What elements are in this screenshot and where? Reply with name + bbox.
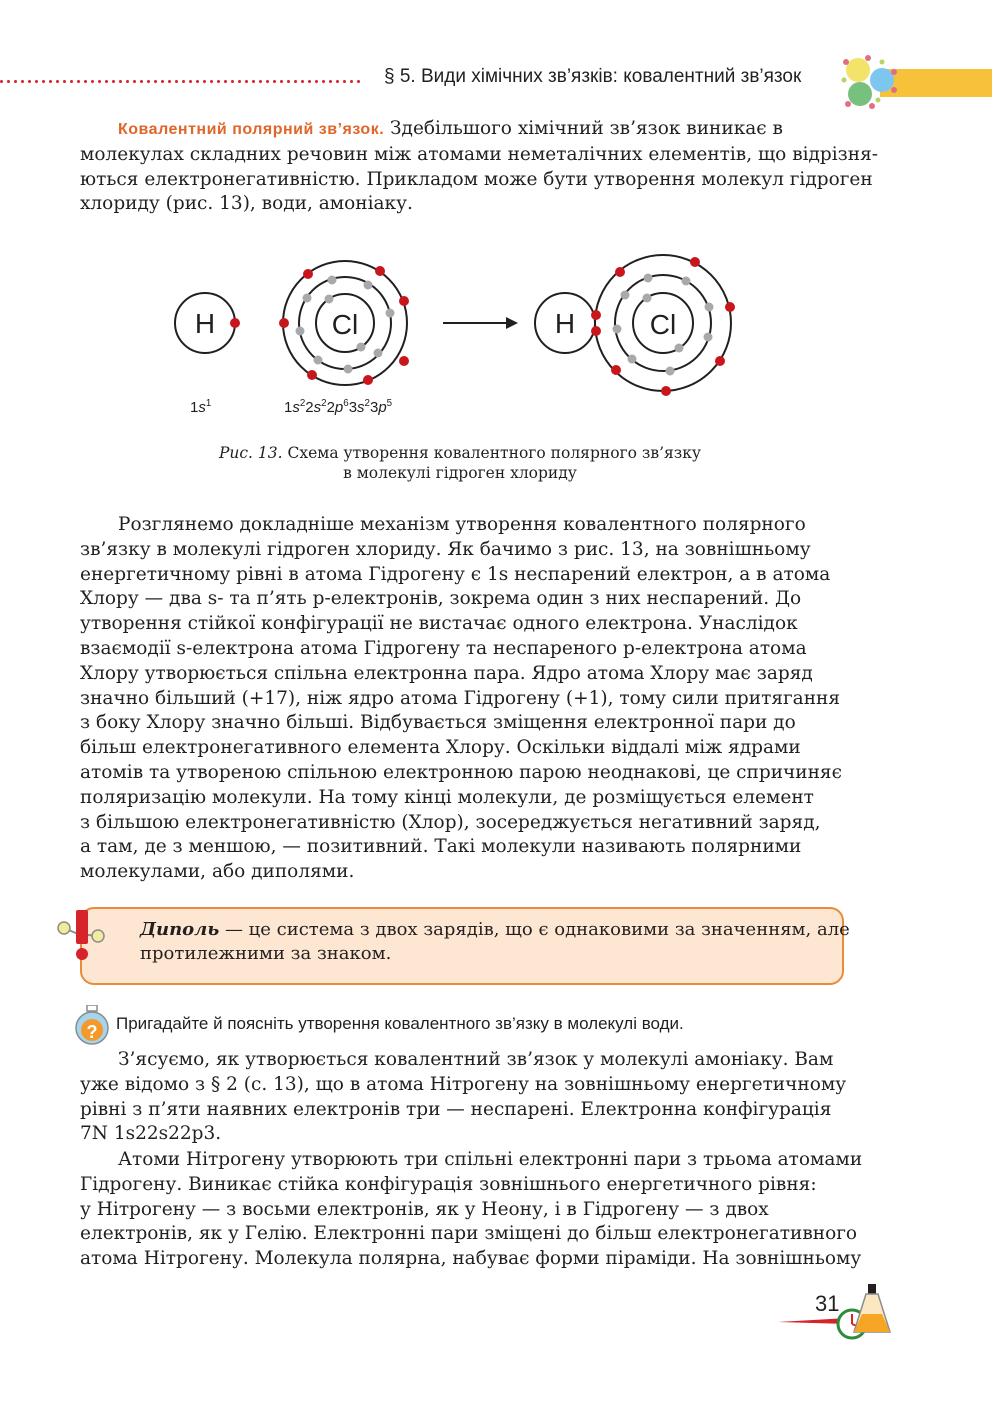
header-dot bbox=[154, 80, 157, 83]
header-dot bbox=[357, 80, 360, 83]
header-dot bbox=[231, 80, 234, 83]
body-paragraph-2 bbox=[80, 1048, 845, 1147]
body-line: атомів та утвореною спільною електронною парою неоднакові, це спричиняє bbox=[80, 761, 842, 783]
header-dot bbox=[238, 80, 241, 83]
header-dot bbox=[273, 80, 276, 83]
intro-line: молекулах складних речовин між атомами неметалічних елементів, що відрізня- bbox=[80, 143, 879, 165]
h-symbol-left: H bbox=[194, 308, 216, 339]
intro-line: Здебільшого хімічний зв’язок виникає в bbox=[390, 118, 783, 139]
body-line: утворення стійкої конфігурації не вистачає одного електрона. Унаслідок bbox=[80, 613, 798, 635]
body-line: поляризацію молекули. На тому кінці молекули, де розміщується елемент bbox=[80, 786, 814, 808]
body-line: рівні з п’яти наявних електронів три — неспарені. Електронна конфігурація bbox=[80, 1098, 832, 1120]
header-dot bbox=[56, 80, 59, 83]
header-dot bbox=[315, 80, 318, 83]
header-dot bbox=[168, 80, 171, 83]
svg-text:?: ? bbox=[86, 1022, 98, 1042]
header-dot bbox=[308, 80, 311, 83]
body-line: уже відомо з § 2 (с. 13), що в атома Нітрогену на зовнішньому енергетичному bbox=[80, 1073, 847, 1095]
body-line: зв’язку в молекулі гідроген хлориду. Як бачимо з рис. 13, на зовнішньому bbox=[80, 538, 811, 560]
header-dot bbox=[126, 80, 129, 83]
body-line: З’ясуємо, як утворюється ковалентний зв’язок у молекулі амоніаку. Вам bbox=[118, 1049, 834, 1070]
header-dot bbox=[245, 80, 248, 83]
header-dot bbox=[147, 80, 150, 83]
header-dot bbox=[14, 80, 17, 83]
header-dot bbox=[105, 80, 108, 83]
question-flask-icon bbox=[74, 1005, 110, 1045]
header-dot bbox=[28, 80, 31, 83]
header-dot bbox=[203, 80, 206, 83]
header-dot bbox=[70, 80, 73, 83]
body-paragraph-1 bbox=[80, 513, 845, 885]
header-dot bbox=[266, 80, 269, 83]
body-line: 7N 1s22s22p3. bbox=[80, 1123, 222, 1145]
header-dot bbox=[49, 80, 52, 83]
chapter-title: § 5. Види хімічних зв’язків: ковалентний зв’язок bbox=[384, 66, 802, 87]
chlorine-atom-left bbox=[279, 261, 409, 385]
header-dot bbox=[7, 80, 10, 83]
chlorine-atom-right bbox=[591, 255, 735, 396]
body-line: з боку Хлору значно більші. Відбувається зміщення електронної пари до bbox=[80, 712, 796, 734]
definition-text bbox=[140, 918, 850, 966]
header-dot bbox=[84, 80, 87, 83]
body-line: Атоми Нітрогену утворюють три спільні електронні пари з трьома атомами bbox=[118, 1149, 863, 1170]
header-dot bbox=[322, 80, 325, 83]
header-dotted-rule bbox=[0, 80, 370, 84]
body-line: Хлору — два s- та п’ять p-електронів, зокрема один з них неспарений. До bbox=[80, 588, 802, 610]
h-symbol-right: H bbox=[554, 308, 576, 339]
header-dot bbox=[161, 80, 164, 83]
header-dot bbox=[343, 80, 346, 83]
caption-line: в молекулі гідроген хлориду bbox=[343, 464, 577, 482]
section-heading: Ковалентний полярний зв’язок. bbox=[118, 121, 385, 138]
header-dot bbox=[259, 80, 262, 83]
body-line: молекулами, або диполями. bbox=[80, 861, 355, 883]
body-line: енергетичному рівні в атома Гідрогену є 1s неспарений електрон, а в атома bbox=[80, 563, 831, 585]
exclamation-icon bbox=[54, 908, 114, 968]
header-dot bbox=[21, 80, 24, 83]
caption-line: Схема утворення ковалентного полярного зв’язку bbox=[287, 444, 702, 462]
body-line: у Нітрогену — з восьми електронів, як у Неону, і в Гідрогену — з двох bbox=[80, 1198, 769, 1220]
body-line: Розглянемо докладніше механізм утворення ковалентного полярного bbox=[118, 514, 806, 535]
header-dot bbox=[119, 80, 122, 83]
header-dot bbox=[112, 80, 115, 83]
header-dot bbox=[189, 80, 192, 83]
task-text: Пригадайте й поясніть утворення ковалентного зв’язку в молекулі води. bbox=[116, 1014, 684, 1033]
header-dot bbox=[336, 80, 339, 83]
header-dot bbox=[294, 80, 297, 83]
molecule-logo-icon bbox=[838, 50, 902, 114]
hydrogen-atom-right bbox=[535, 293, 595, 353]
header-dot bbox=[140, 80, 143, 83]
cl-symbol-right: Cl bbox=[649, 309, 677, 340]
hydrogen-atom-left bbox=[175, 293, 240, 353]
header-dot bbox=[175, 80, 178, 83]
header-dot bbox=[252, 80, 255, 83]
body-line: Гідрогену. Виникає стійка конфігурація зовнішнього енергетичного рівня: bbox=[80, 1173, 817, 1195]
body-line: більш електронегативного елемента Хлору. Оскільки віддалі між ядрами bbox=[80, 737, 801, 759]
header-dot bbox=[35, 80, 38, 83]
header-dot bbox=[0, 80, 3, 83]
intro-paragraph bbox=[80, 117, 879, 217]
body-line: електронів, як у Гелію. Електронні пари зміщені до більш електронегативного bbox=[80, 1223, 858, 1245]
page-number: 31 bbox=[815, 1291, 840, 1316]
header-dot bbox=[210, 80, 213, 83]
body-line: з більшою електронегативністю (Хлор), зосереджується негативний заряд, bbox=[80, 811, 821, 833]
body-line: а там, де з меншою, — позитивний. Такі молекули називають полярними bbox=[80, 836, 802, 858]
header-dot bbox=[91, 80, 94, 83]
body-line: Хлору утворюється спільна електронна пара. Ядро атома Хлору має заряд bbox=[80, 662, 813, 684]
header-dot bbox=[301, 80, 304, 83]
header-dot bbox=[196, 80, 199, 83]
header-dot bbox=[98, 80, 101, 83]
body-line: атома Нітрогену. Молекула полярна, набуває форми піраміди. На зовнішньому bbox=[80, 1248, 862, 1270]
header-dot bbox=[287, 80, 290, 83]
definition-term: Диполь bbox=[140, 919, 220, 940]
header-dot bbox=[63, 80, 66, 83]
header-dot bbox=[217, 80, 220, 83]
body-paragraph-3 bbox=[80, 1148, 863, 1272]
reaction-arrow-icon bbox=[443, 317, 518, 329]
body-line: значно більший (+17), ніж ядро атома Гідрогену (+1), тому сили притягання bbox=[80, 687, 841, 709]
cl-symbol-left: Cl bbox=[331, 309, 359, 340]
header-dot bbox=[224, 80, 227, 83]
body-line: взаємодії s-електрона атома Гідрогену та неспареного p-електрона атома bbox=[80, 637, 807, 659]
intro-line: хлориду (рис. 13), води, амоніаку. bbox=[80, 193, 413, 215]
figure-caption bbox=[160, 443, 760, 483]
cl-electron-config: $1s^22s^22p^63s^23p^5$ bbox=[284, 398, 393, 416]
hcl-bond-diagram bbox=[160, 245, 760, 425]
h-electron-config: $1s^1$ bbox=[190, 398, 212, 416]
intro-line: ються електронегативністю. Прикладом може бути утворення молекул гідроген bbox=[80, 168, 873, 190]
caption-label: Рис. 13. bbox=[218, 444, 283, 462]
header-dot bbox=[42, 80, 45, 83]
definition-line: — це система з двох зарядів, що є однаковими за значенням, але bbox=[219, 919, 850, 940]
header-dot bbox=[133, 80, 136, 83]
header-dot bbox=[350, 80, 353, 83]
header-dot bbox=[77, 80, 80, 83]
valence-electron bbox=[230, 318, 240, 328]
header-dot bbox=[329, 80, 332, 83]
header-dot bbox=[280, 80, 283, 83]
header-dot bbox=[182, 80, 185, 83]
definition-line: протилежними за знаком. bbox=[140, 943, 392, 964]
